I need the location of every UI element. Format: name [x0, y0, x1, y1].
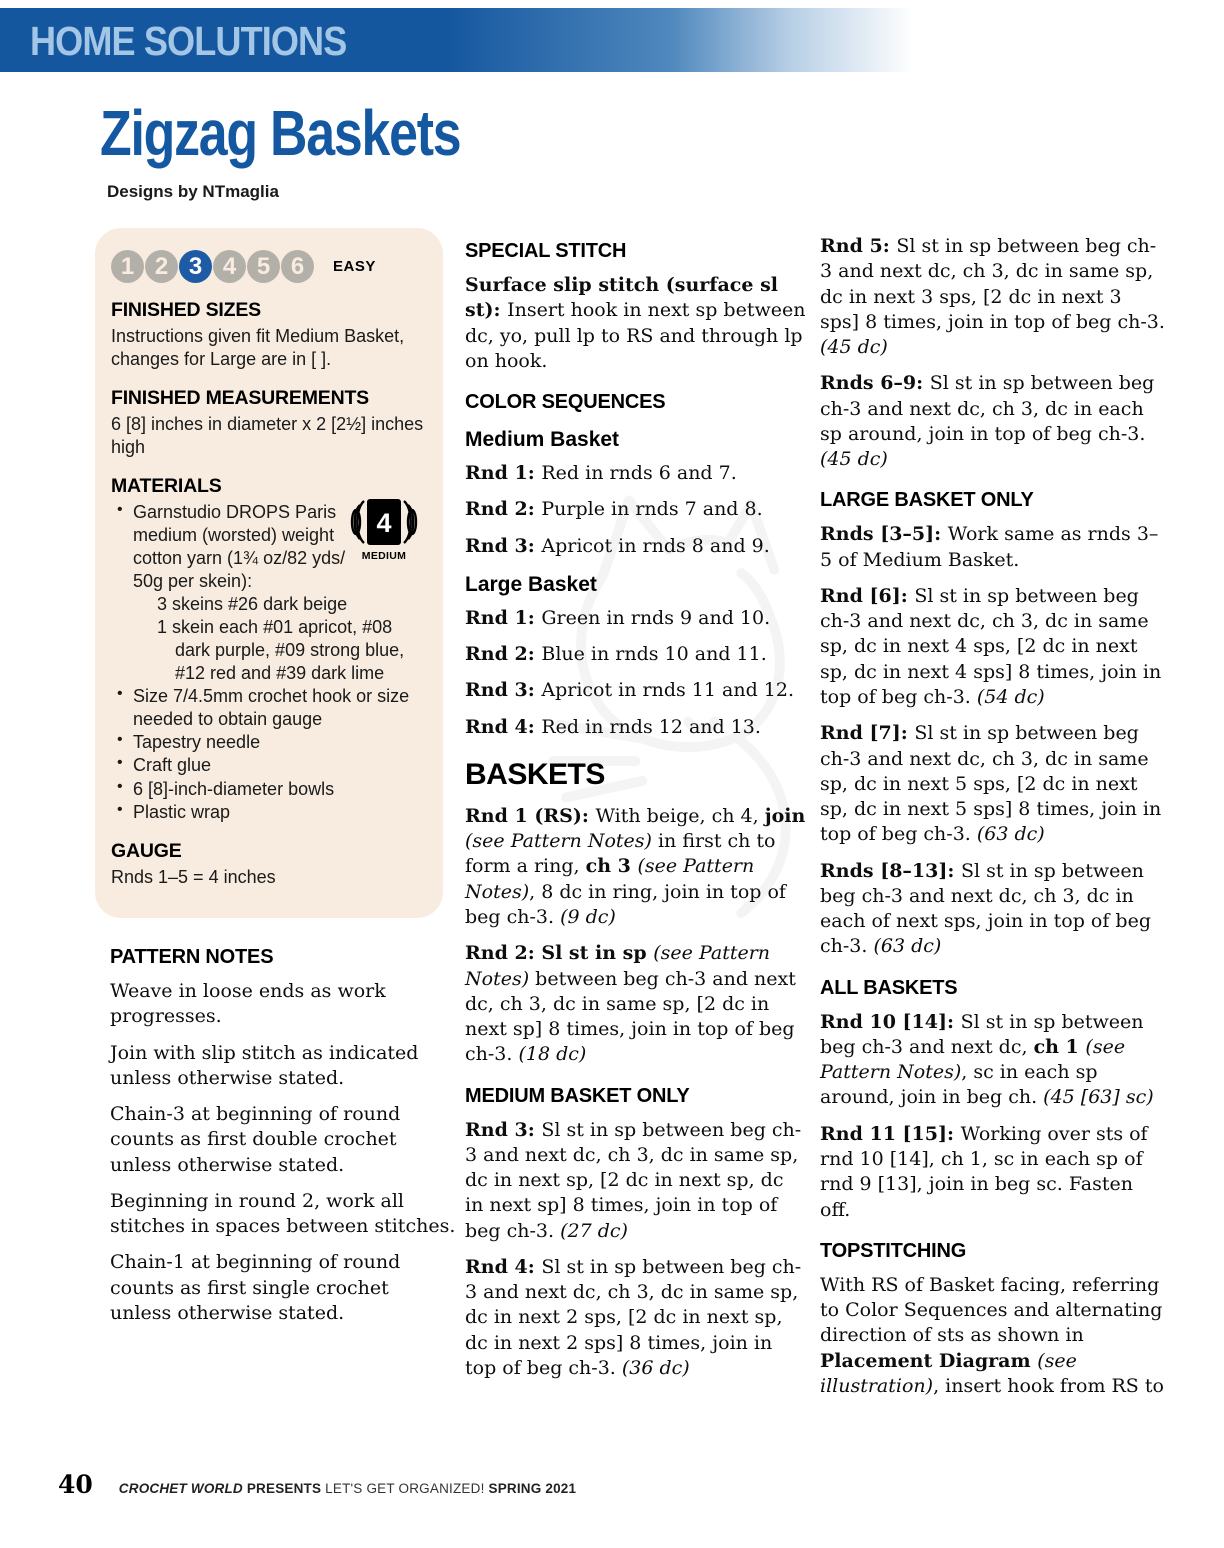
difficulty-level-2: 2 [145, 250, 178, 283]
text-run: Rnd 2: [465, 498, 542, 521]
text-run: Rnd 3: [465, 534, 542, 557]
material-subitem [111, 616, 427, 685]
round-instruction [465, 941, 807, 1067]
text-run: Rnd 3: [465, 1118, 542, 1141]
text-run: ch 3 [585, 855, 638, 878]
text-run: Rnd 2: Sl st in sp [465, 942, 654, 965]
text-run: (45 [63] sc) [1043, 1086, 1154, 1109]
difficulty-level-6: 6 [281, 250, 314, 283]
round-instruction [820, 522, 1165, 573]
material-item [111, 754, 427, 777]
text-run: (63 dc) [976, 823, 1045, 846]
difficulty-label: EASY [333, 258, 376, 275]
finished-sizes-heading: FINISHED SIZES [111, 299, 261, 321]
finished-measurements-heading: FINISHED MEASUREMENTS [111, 387, 369, 410]
yarn-weight-number: 4 [376, 508, 392, 539]
difficulty-level-5: 5 [247, 250, 280, 283]
round-instruction [465, 678, 807, 703]
section-header-bar [0, 8, 1016, 72]
page-title: Zigzag Baskets [100, 97, 461, 169]
baskets-heading: BASKETS [465, 757, 605, 791]
special-stitch-text [465, 273, 807, 374]
text-run: Working over sts of rnd 10 [14], ch 1, sc in each sp of rnd 9 [13], join in beg sc. Fasten off. [820, 1122, 1148, 1221]
text-run: (63 dc) [873, 935, 942, 958]
pattern-notes-section [110, 946, 456, 1337]
text-run: (54 dc) [976, 685, 1045, 708]
text-run: Apricot in rnds 8 and 9. [541, 534, 770, 557]
round-instruction [820, 1122, 1165, 1223]
text-run: , sc in each sp around, join in beg ch. [820, 1061, 1098, 1109]
yarn-weight-label: MEDIUM [361, 550, 407, 563]
material-item [111, 731, 427, 754]
special-stitch-heading: SPECIAL STITCH [465, 240, 627, 262]
bullet-icon: • [117, 800, 123, 818]
difficulty-level-1: 1 [111, 250, 144, 283]
difficulty-level-4: 4 [213, 250, 246, 283]
material-item [111, 685, 427, 731]
text-run: (18 dc) [518, 1043, 587, 1066]
text-run: Sl st in sp between beg ch-3 and next dc, ch 3, dc in same sp, dc in next 5 sps, [2 dc in next sp, dc in next 5 sps] 8 times, join in top of beg ch-3. [820, 722, 1162, 846]
text-run: ch 1 [1033, 1035, 1086, 1058]
text-run: , 8 dc in ring, join in top of beg ch-3. [465, 880, 786, 928]
page-number: 40 [58, 1470, 93, 1499]
material-text: Plastic wrap [133, 801, 231, 822]
material-subitem [111, 593, 427, 616]
text-run: Rnd 1: [465, 606, 542, 629]
round-instruction [465, 804, 807, 930]
gauge-heading: GAUGE [111, 839, 182, 862]
page-footer [58, 1470, 576, 1499]
section-label: HOME SOLUTIONS [30, 18, 347, 64]
text-run: (45 dc) [820, 448, 888, 471]
topstitching-text [820, 1273, 1165, 1399]
round-instruction [465, 497, 807, 522]
round-instruction [465, 534, 807, 559]
text-run: (45 dc) [820, 336, 888, 359]
medium-basket-only-heading: MEDIUM BASKET ONLY [465, 1084, 690, 1107]
bullet-icon: • [117, 731, 123, 749]
text-run: Rnd 1 (RS): [465, 804, 596, 827]
material-text: Craft glue [133, 755, 212, 776]
round-instruction [820, 371, 1165, 472]
text-run: Placement Diagram [820, 1349, 1038, 1372]
text-run: Rnd 3: [465, 679, 542, 702]
byline: Designs by NTmaglia [107, 182, 279, 201]
text-run: between beg ch-3 and next dc, ch 3, dc in same sp, [2 dc in next sp] 8 times, join in top of beg ch-3. [465, 967, 796, 1066]
text-run: Red in rnds 12 and 13. [541, 715, 761, 738]
text-run: Rnd 2: [465, 643, 542, 666]
gauge-text: Rnds 1–5 = 4 inches [111, 866, 276, 887]
text-run: (see Pattern Notes) [465, 830, 658, 853]
round-instruction [465, 1255, 807, 1381]
text-run: in first ch to form a ring, [465, 830, 776, 878]
text-run: (see Pattern Notes) [820, 1035, 1126, 1084]
material-text: Tapestry needle [133, 732, 261, 753]
bullet-icon: • [117, 754, 123, 772]
material-text: 3 skeins #26 dark beige [157, 594, 348, 615]
pattern-notes-heading: PATTERN NOTES [110, 946, 274, 968]
text-run: Rnds [8–13]: [820, 859, 961, 882]
round-instruction [820, 721, 1165, 847]
text-run: Rnd 1: [465, 462, 542, 485]
text-run: Rnds 6–9: [820, 372, 930, 395]
material-text: 6 [8]-inch-diameter bowls [133, 778, 335, 799]
text-run: (36 dc) [621, 1356, 690, 1379]
round-instruction [820, 1010, 1165, 1111]
text-run: Sl st in sp between beg ch-3 and next dc, ch 3, dc in same sp, dc in next 3 sps, [2 dc in next 3 sps] 8 times, join in top of beg ch-3. [820, 235, 1165, 333]
text-run: Sl st in sp between beg ch-3 and next dc, ch 3, dc in same sp, dc in next sp, [2 dc in next sp, dc in next sp] 8 times, join in top of beg ch-3. [465, 1118, 802, 1242]
bullet-icon: • [117, 685, 123, 703]
round-instruction [465, 606, 807, 631]
text-run: Rnds [3–5]: [820, 523, 948, 546]
text-run: Apricot in rnds 11 and 12. [541, 679, 794, 702]
round-instruction [465, 642, 807, 667]
text-run: PRESENTS [246, 1481, 326, 1496]
pattern-note: Join with slip stitch as indicated unless otherwise stated. [110, 1041, 419, 1089]
pattern-info-sidebar [95, 228, 443, 918]
material-text: Garnstudio DROPS Paris medium (worsted) weight cotton yarn (1¾ oz/82 yds/ 50g per skein): [133, 502, 346, 592]
materials-heading: MATERIALS [111, 475, 222, 498]
large-basket-only-heading: LARGE BASKET ONLY [820, 489, 1034, 512]
text-run: With RS of Basket facing, referring to Color Sequences and alternating direction of sts as shown in [820, 1273, 1163, 1347]
material-text: Size 7/4.5mm crochet hook or size needed to obtain gauge [133, 686, 410, 730]
material-text: 1 skein each #01 apricot, #08 dark purple, #09 strong blue, #12 red and #39 dark lime [157, 617, 405, 684]
round-instruction [465, 1118, 807, 1244]
instructions-column-right [820, 234, 1165, 1410]
text-run: Sl st in sp between beg ch-3 and next dc, ch 3, dc in same sp, dc in next 2 sps, [2 dc in next sp, dc in next 2 sps] 8 times, join in top of beg ch-3. [465, 1255, 802, 1379]
material-item [111, 501, 365, 593]
text-run: (9 dc) [560, 905, 616, 928]
medium-basket-heading: Medium Basket [465, 428, 620, 452]
text-run: Rnd 4: [465, 715, 542, 738]
text-run: (see Pattern Notes) [465, 942, 771, 990]
round-instruction [820, 234, 1165, 360]
text-run: SPRING 2021 [488, 1481, 577, 1496]
text-run: Rnd 4: [465, 1255, 542, 1278]
text-run: Insert hook in next sp between dc, yo, pull lp to RS and through lp on hook. [465, 299, 806, 372]
text-run: (see illustration) [820, 1349, 1077, 1397]
text-run: (see Pattern Notes) [465, 855, 755, 903]
text-run: With beige, ch 4, [595, 804, 765, 827]
materials-list [111, 501, 427, 823]
all-baskets-heading: ALL BASKETS [820, 976, 958, 999]
text-run: Blue in rnds 10 and 11. [541, 643, 767, 666]
round-instruction [820, 584, 1165, 710]
material-item [111, 801, 427, 824]
text-run: Surface slip stitch (surface sl st): [465, 274, 778, 322]
text-run: CROCHET WORLD [118, 1481, 247, 1496]
material-item [111, 778, 427, 801]
text-run: Sl st in sp between beg ch-3 and next dc, ch 3, dc in each of next sps, join in top of beg ch-3. [820, 859, 1152, 958]
pattern-note: Beginning in round 2, work all stitches in spaces between stitches. [110, 1189, 456, 1238]
text-run: Work same as rnds 3–5 of Medium Basket. [820, 523, 1159, 571]
pattern-note: Chain-1 at beginning of round counts as first single crochet unless otherwise stated. [110, 1251, 401, 1324]
text-run: join [764, 804, 806, 827]
round-instruction [465, 461, 807, 486]
text-run: Red in rnds 6 and 7. [541, 462, 737, 485]
difficulty-indicator [111, 250, 427, 283]
finished-measurements-text: 6 [8] inches in diameter x 2 [2½] inches high [111, 414, 424, 458]
round-instruction [465, 715, 807, 740]
text-run: Rnd 5: [820, 235, 897, 257]
large-basket-heading: Large Basket [465, 572, 597, 596]
bullet-icon: • [117, 501, 123, 519]
text-run: Rnd [7]: [820, 722, 915, 745]
text-run: Sl st in sp between beg ch-3 and next dc, ch 3, dc in same sp, dc in next 4 sps, [2 dc in next sp, dc in next 4 sps] 8 times, join in top of beg ch-3. [820, 584, 1162, 708]
text-run: LET'S GET ORGANIZED! [325, 1481, 489, 1496]
text-run: (27 dc) [560, 1219, 628, 1242]
pattern-note: Chain-3 at beginning of round counts as first double crochet unless otherwise stated. [110, 1103, 401, 1176]
text-run: Rnd 11 [15]: [820, 1122, 961, 1145]
bullet-icon: • [117, 777, 123, 795]
color-sequences-heading: COLOR SEQUENCES [465, 391, 666, 414]
text-run: Rnd 10 [14]: [820, 1010, 961, 1033]
text-run: Purple in rnds 7 and 8. [541, 498, 763, 521]
text-run: Green in rnds 9 and 10. [541, 606, 771, 629]
footer-text [119, 1481, 576, 1496]
finished-sizes-text: Instructions given fit Medium Basket, changes for Large are in [ ]. [111, 326, 405, 370]
pattern-note: Weave in loose ends as work progresses. [110, 980, 386, 1028]
text-run: Sl st in sp between beg ch-3 and next dc, [820, 1010, 1144, 1058]
difficulty-level-3-active: 3 [179, 250, 212, 283]
topstitching-heading: TOPSTITCHING [820, 1239, 967, 1262]
round-instruction [820, 859, 1165, 960]
text-run: Rnd [6]: [820, 584, 915, 607]
text-run: , insert hook from RS to [933, 1374, 1164, 1397]
instructions-column-middle [465, 240, 807, 1392]
text-run: Sl st in sp between beg ch-3 and next dc, ch 3, dc in each sp around, join in top of beg ch-3. [820, 372, 1155, 445]
